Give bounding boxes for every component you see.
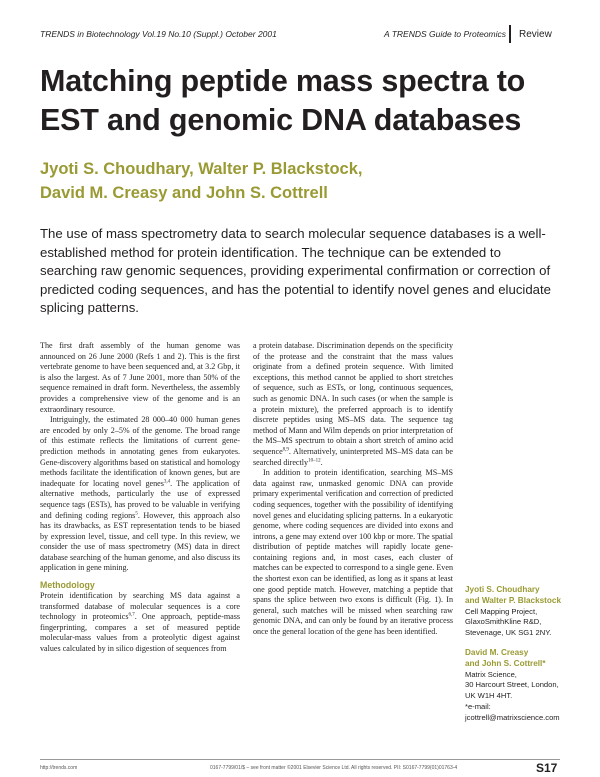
body-column-2 <box>253 341 453 638</box>
affiliation-line: *e-mail: <box>465 701 491 711</box>
affiliation-line: Cell Mapping Project, <box>465 606 538 616</box>
text-run: . The application of alternative methods, particularly the use of expressed sequence tags (ESTs), has proved to be valuable in verifying and defining coding regions <box>40 478 240 520</box>
author-list <box>40 157 560 205</box>
citation: 5 <box>135 510 138 516</box>
paragraph <box>40 415 240 574</box>
text-run: Intriguingly, the estimated 28 000–40 000 human genes are encoded by only 2–5% of the genome. The broad range of this estimate reflects the limitations of current gene-prediction methods in annotating genes from eukaryotes. Gene-discovery algorithms based on statistical and homology methods facilitate the identification of known genes, but are inadequate for locating novel genes <box>40 415 240 488</box>
abstract: The use of mass spectrometry data to search molecular sequence databases is a well-established method for protein identification. The technique can be extended to searching raw genomic sequences, providing experimental confirmation or correction of predicted coding sequences, and has the potential to identify novel genes and elucidate splicing patterns. <box>40 226 552 315</box>
citation: 3,4 <box>163 479 171 485</box>
affiliation-1 <box>465 585 585 639</box>
author-line-2: David M. Creasy and John S. Cottrell <box>40 184 328 202</box>
text-run: . However, this approach also has its drawbacks, as EST representation tends to be biased by expression level, tissue, and cell type. In this review, we consider the use of mass spectrometry (MS) data in direct database searching of the human genome, and also discuss its application in gene mining. <box>40 510 240 573</box>
text-run: Protein identification by searching MS data against a transformed database of molecular sequences is a core technology in proteomics <box>40 591 240 622</box>
text-run: . Alternatively, uninterpreted MS–MS data can be searched directly <box>253 446 453 467</box>
affiliation-author: and John S. Cottrell* <box>465 658 546 668</box>
paragraph: In addition to protein identification, searching MS–MS data against raw, unmasked genomic DNA can provide primary experimental verification and correction of predicted coding sequences, together with the possibility of identifying novel genes and elucidating splicing patterns. In a eukaryotic genome, where coding sequences are divided into exons and introns, a gene may extend over 100 kbp or more. The spatial distribution of peptide matches will rapidly locate gene-containing regions and, in most cases, each cluster of matches can be expected to correspond to a single gene. Even the shortest exon can be identified, as long as it spans at least one good peptide match. However, matching a peptide that spans the splice between two exons is difficult (Fig. 1). In general, such matches will be missed when searching raw genomic DNA, and can only be found by an iterative process once the general location of the gene has been identified. <box>253 468 453 637</box>
affiliation-line: GlaxoSmithKline R&D, <box>465 617 542 627</box>
citation: 8,9 <box>282 447 289 453</box>
footer-rule <box>40 759 560 760</box>
author-line-1: Jyoti S. Choudhary, Walter P. Blackstock, <box>40 160 363 178</box>
contact-email[interactable]: jcottrell@matrixscience.com <box>465 712 560 722</box>
paragraph <box>253 341 453 468</box>
text-run: a protein database. Discrimination depends on the specificity of the protease and the constraint that the mass values originate from a defined protein sequence. With limited exceptions, this method cannot be applied to short stretches of sequence, such as ESTs, or long, continuous sequences, such as genomic DNA. In such cases (or when the sample is a protein mixture), the preferred approach is to identify discrete peptides using MS–MS data. The sequence tag method of Mann and Wilm depends on prior interpretation of the MS–MS spectrum to obtain a short stretch of amino acid sequence <box>253 341 453 456</box>
header-divider <box>509 25 511 43</box>
footer-copyright: 0167-7799/01/$ – see front matter ©2001 Elsevier Science Ltd. All rights reserved. PII: S0167-7799(01)01763-4 <box>210 765 458 771</box>
guide-header: A TRENDS Guide to Proteomics <box>384 29 507 39</box>
text-run: . <box>320 457 323 467</box>
affiliation-line: Matrix Science, <box>465 669 517 679</box>
paragraph <box>40 591 240 655</box>
affiliation-author: and Walter P. Blackstock <box>465 595 562 605</box>
journal-header: TRENDS in Biotechnology Vol.19 No.10 (Suppl.) October 2001 <box>40 29 277 39</box>
citation: 6,7 <box>128 612 135 618</box>
affiliation-author: David M. Creasy <box>465 648 529 657</box>
affiliation-2 <box>465 648 585 724</box>
citation: 10–12 <box>308 457 321 463</box>
text-run: . One approach, peptide-mass fingerprinting, compares a set of measured peptide molecular-mass values from a proteolytic digest against values calculated by in silico digestion of sequences from <box>40 612 241 654</box>
affiliation-author: Jyoti S. Choudhary <box>465 585 540 594</box>
section-label: Review <box>519 29 552 40</box>
page-number: S17 <box>536 761 558 775</box>
footer-url[interactable]: http://trends.com <box>40 765 78 771</box>
affiliation-line: Stevenage, UK SG1 2NY. <box>465 628 552 638</box>
affiliation-line: 30 Harcourt Street, London, <box>465 680 559 690</box>
body-column-1 <box>40 341 240 655</box>
article-title: Matching peptide mass spectra to EST and genomic DNA databases <box>40 64 526 137</box>
affiliation-line: UK W1H 4HT. <box>465 691 513 701</box>
paragraph: The first draft assembly of the human genome was announced on 26 June 2000 (Refs 1 and 2). This is the first vertebrate genome to have been sequenced and, at 3.2 Gbp, it is also the largest. As of 7 June 2001, more than 50% of the sequence remained in draft form. Nevertheless, the assembly provides a comprehensive view of the genome and is an extraordinary resource. <box>40 341 240 414</box>
section-heading: Methodology <box>40 580 95 591</box>
